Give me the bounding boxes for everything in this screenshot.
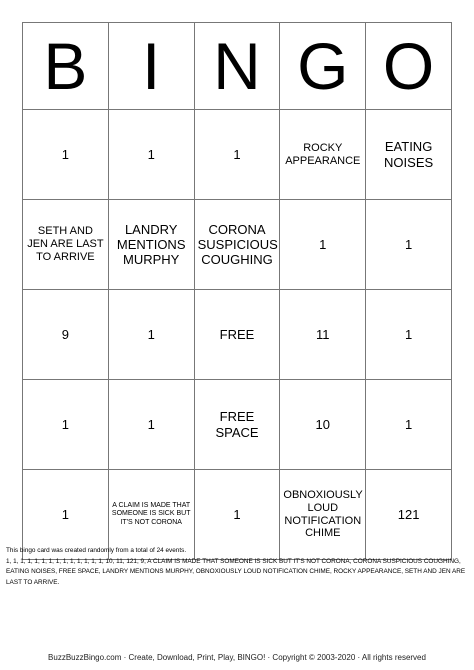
bingo-cell: 10	[280, 380, 366, 470]
bingo-cell: ROCKY APPEARANCE	[280, 110, 366, 200]
header-letter-b: B	[23, 23, 109, 110]
free-cell: FREE	[194, 290, 280, 380]
bingo-cell: 1	[23, 110, 109, 200]
bingo-cell: 11	[280, 290, 366, 380]
bingo-cell: CORONA SUSPICIOUS COUGHING	[194, 200, 280, 290]
bingo-cell: SETH AND JEN ARE LAST TO ARRIVE	[23, 200, 109, 290]
header-letter-i: I	[108, 23, 194, 110]
bingo-cell: 1	[280, 200, 366, 290]
bingo-cell: 1	[194, 470, 280, 560]
card-info-events: 1, 1, 1, 1, 1, 1, 1, 1, 1, 1, 1, 1, 1, 1, 10, 11, 121, 9, A CLAIM IS MADE THAT SOMEONE IS SICK BUT IT'S NOT CORONA, CORONA SUSPICIOUS COUGHING, EATING NOISES, FREE SPACE, LANDRY MENTIONS MURPHY, OBNOXIOUSLY LOUD NOTIFICATION CHIME, ROCKY APPEARANCE, SETH AND JEN ARE LAST TO ARRIVE.	[6, 557, 466, 586]
bingo-cell: 1	[194, 110, 280, 200]
header-letter-n: N	[194, 23, 280, 110]
bingo-cell: 1	[108, 290, 194, 380]
bingo-cell: 1	[108, 380, 194, 470]
bingo-cell: FREE SPACE	[194, 380, 280, 470]
header-letter-g: G	[280, 23, 366, 110]
bingo-cell: OBNOXIOUSLY LOUD NOTIFICATION CHIME	[280, 470, 366, 560]
bingo-cell: 1	[23, 380, 109, 470]
bingo-cell: EATING NOISES	[366, 110, 452, 200]
bingo-row-2	[23, 200, 452, 290]
card-info-summary: This bingo card was created randomly from a total of 24 events.	[6, 547, 187, 554]
bingo-cell: 9	[23, 290, 109, 380]
bingo-cell: 1	[366, 380, 452, 470]
bingo-row-4	[23, 380, 452, 470]
bingo-cell: 1	[366, 290, 452, 380]
bingo-cell: 121	[366, 470, 452, 560]
bingo-cell: A CLAIM IS MADE THAT SOMEONE IS SICK BUT IT'S NOT CORONA	[108, 470, 194, 560]
card-info	[6, 546, 468, 588]
bingo-card	[22, 22, 452, 560]
bingo-cell: 1	[108, 110, 194, 200]
copyright-footer: BuzzBuzzBingo.com · Create, Download, Print, Play, BINGO! · Copyright © 2003-2020 · All rights reserved	[48, 653, 426, 662]
bingo-cell: 1	[23, 470, 109, 560]
bingo-row-3	[23, 290, 452, 380]
bingo-cell: 1	[366, 200, 452, 290]
header-letter-o: O	[366, 23, 452, 110]
bingo-header-row	[23, 23, 452, 110]
bingo-row-1	[23, 110, 452, 200]
bingo-cell: LANDRY MENTIONS MURPHY	[108, 200, 194, 290]
